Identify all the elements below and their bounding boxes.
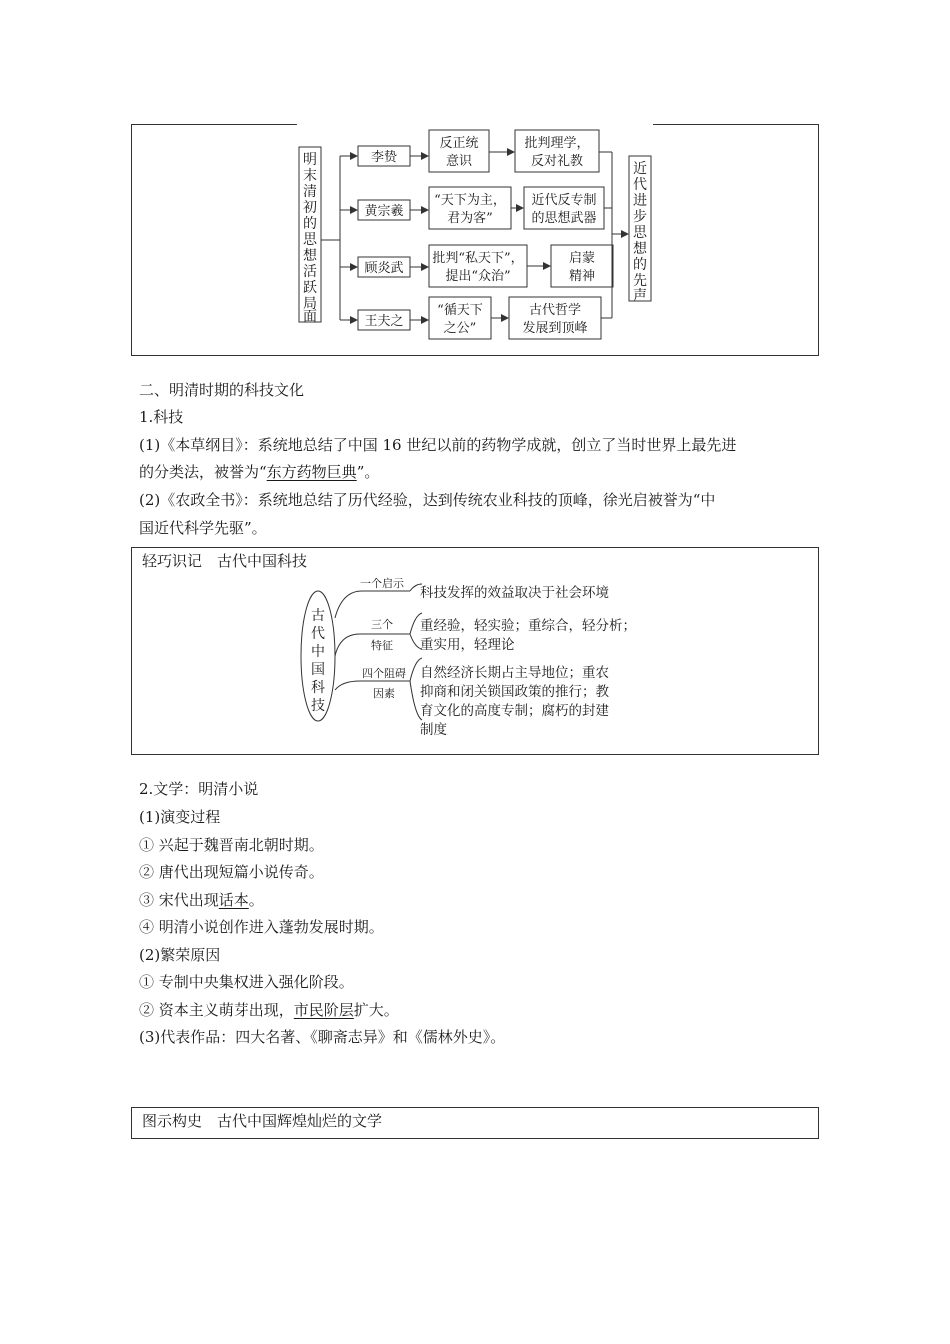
svg-text:先: 先 (633, 273, 647, 289)
thought-diagram (132, 124, 820, 356)
svg-text:古: 古 (311, 608, 325, 624)
svg-text:声: 声 (633, 288, 647, 304)
literature-heading: 2.文学：明清小说 (139, 780, 259, 798)
person-2: 黄宗羲 (364, 204, 404, 219)
branch-content-1: 科技发挥的效益取决于社会环境 (420, 585, 609, 601)
history-chart-title: 图示构史 古代中国辉煌灿烂的文学 (142, 1112, 383, 1130)
svg-text:发展到顶峰: 发展到顶峰 (522, 321, 588, 336)
svg-text:“天下为主，: “天下为主， (434, 193, 506, 208)
svg-text:启蒙: 启蒙 (568, 251, 596, 266)
svg-text:面: 面 (303, 309, 317, 325)
underlined-term: 市民阶层 (293, 1001, 354, 1019)
svg-text:国: 国 (311, 662, 325, 678)
svg-text:代: 代 (311, 626, 325, 642)
svg-text:近代反专制: 近代反专制 (531, 193, 597, 208)
svg-text:重实用，轻理论: 重实用，轻理论 (420, 637, 515, 653)
svg-text:之公”: 之公” (443, 321, 477, 336)
svg-text:重经验，轻实验；重综合，轻分析；: 重经验，轻实验；重综合，轻分析； (420, 618, 636, 634)
svg-text:四个阻碍: 四个阻碍 (362, 667, 406, 680)
svg-text:“循天下: “循天下 (437, 303, 483, 318)
person-4: 王夫之 (364, 314, 404, 329)
science-mindmap (132, 548, 820, 756)
svg-text:提出“众治”: 提出“众治” (445, 269, 511, 284)
svg-text:的思想武器: 的思想武器 (531, 211, 597, 226)
svg-text:末: 末 (303, 168, 317, 184)
science-p1-line1: (1)《本草纲目》：系统地总结了中国 16 世纪以前的药物学成就，创立了当时世界上最先进 (139, 436, 737, 454)
svg-text:意识: 意识 (445, 154, 473, 169)
svg-text:进: 进 (633, 193, 647, 209)
svg-text:自然经济长期占主导地位；重农: 自然经济长期占主导地位；重农 (420, 665, 609, 681)
svg-text:制度: 制度 (420, 722, 447, 738)
svg-text:的: 的 (633, 257, 647, 273)
svg-text:步: 步 (633, 209, 647, 225)
history-chart-box (131, 1107, 819, 1139)
lit-3: (3)代表作品：四大名著、《聊斋志异》和《儒林外史》。 (139, 1028, 506, 1046)
science-p2-line2: 国近代科学先驱”。 (139, 519, 267, 537)
result-text (633, 161, 648, 304)
underlined-term: 话本 (218, 891, 249, 909)
lit-1-2: ② 唐代出现短篇小说传奇。 (139, 863, 324, 881)
lit-2-1: ① 专制中央集权进入强化阶段。 (139, 973, 354, 991)
root-text (303, 152, 318, 325)
svg-text:思: 思 (303, 232, 317, 248)
lit-sub2: (2)繁荣原因 (139, 946, 221, 964)
lit-1-3: ③ 宋代出现话本。 (139, 891, 264, 909)
svg-text:精神: 精神 (568, 269, 596, 284)
svg-text:技: 技 (311, 698, 325, 714)
svg-text:思: 思 (633, 225, 647, 241)
svg-text:特征: 特征 (371, 639, 393, 652)
thought-diagram-box (131, 124, 819, 356)
svg-text:活: 活 (303, 264, 317, 280)
memo-box-title: 轻巧识记 古代中国科技 (142, 552, 308, 570)
svg-text:批判理学，: 批判理学， (524, 136, 590, 151)
svg-text:古代哲学: 古代哲学 (528, 303, 582, 318)
svg-text:明: 明 (303, 152, 317, 168)
svg-text:清: 清 (303, 184, 317, 200)
svg-text:抑商和闭关锁国政策的推行；教: 抑商和闭关锁国政策的推行；教 (420, 684, 609, 700)
lit-1-4: ④ 明清小说创作进入蓬勃发展时期。 (139, 918, 384, 936)
person-1: 李贽 (370, 150, 398, 165)
section2-heading: 二、明清时期的科技文化 (139, 381, 305, 399)
lit-1-1: ① 兴起于魏晋南北朝时期。 (139, 836, 324, 854)
svg-text:三个: 三个 (371, 618, 393, 631)
branch-label-1: 一个启示 (360, 577, 404, 590)
underlined-term: 东方药物巨典 (266, 463, 357, 481)
svg-text:想: 想 (633, 241, 647, 257)
svg-text:的: 的 (303, 216, 317, 232)
science-p1-line2: 的分类法，被誉为“东方药物巨典”。 (139, 463, 380, 481)
svg-text:局: 局 (303, 296, 317, 312)
svg-text:想: 想 (303, 248, 317, 264)
svg-text:跃: 跃 (303, 280, 317, 296)
oval-text (311, 607, 325, 714)
svg-text:批判“私天下”，: 批判“私天下”， (432, 251, 524, 266)
svg-text:反正统: 反正统 (439, 136, 479, 151)
science-heading: 1.科技 (139, 408, 184, 426)
svg-text:反对礼教: 反对礼教 (530, 154, 584, 169)
person-3: 顾炎武 (364, 261, 404, 276)
svg-text:近: 近 (633, 161, 647, 177)
svg-text:君为客”: 君为客” (447, 211, 493, 226)
svg-text:育文化的高度专制；腐朽的封建: 育文化的高度专制；腐朽的封建 (420, 703, 609, 719)
svg-text:代: 代 (633, 177, 647, 193)
svg-text:初: 初 (303, 200, 317, 216)
svg-text:中: 中 (311, 644, 325, 660)
science-p2-line1: (2)《农政全书》：系统地总结了历代经验，达到传统农业科技的顶峰，徐光启被誉为“中 (139, 491, 716, 509)
svg-text:科: 科 (311, 680, 325, 696)
svg-text:因素: 因素 (373, 687, 395, 700)
memo-box (131, 547, 819, 755)
lit-2-2: ② 资本主义萌芽出现，市民阶层扩大。 (139, 1001, 399, 1019)
lit-sub1: (1)演变过程 (139, 808, 221, 826)
